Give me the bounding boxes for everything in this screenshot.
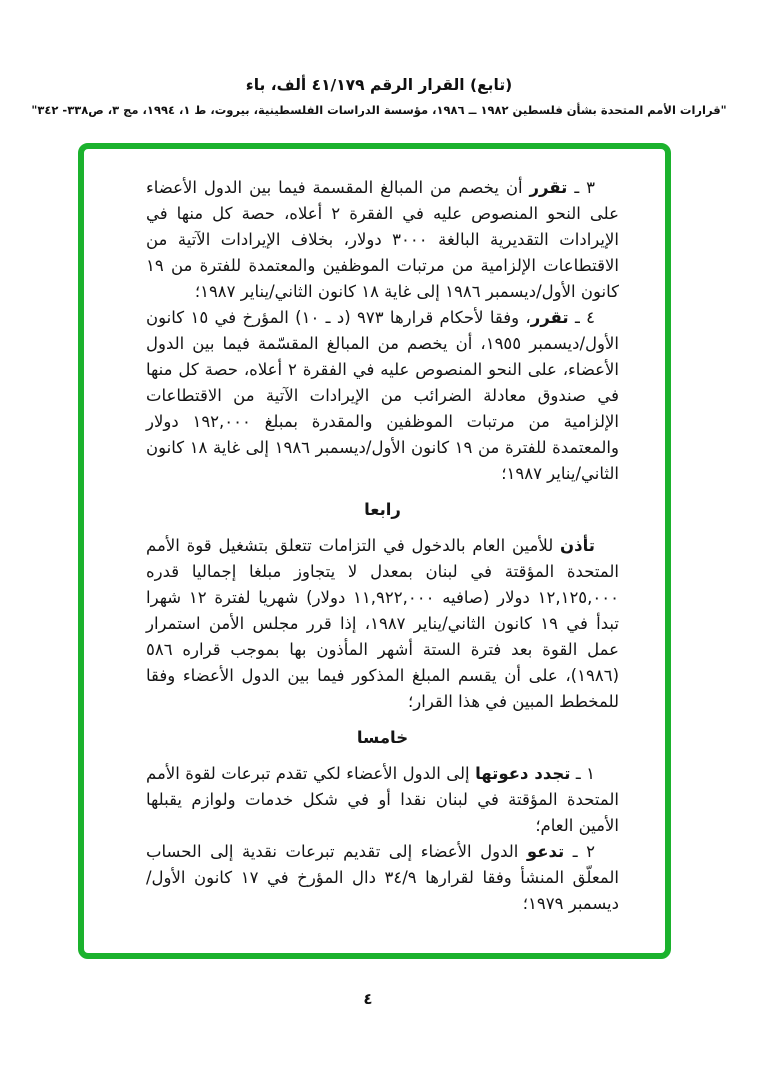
paragraph-text: ٤ ـ (568, 308, 596, 327)
paragraph-bold-text: تقرر (529, 178, 568, 197)
page-number: ٤ (363, 990, 373, 1008)
paragraph (146, 761, 619, 839)
paragraph-text: أن يخصم من المبالغ المقسمة فيما بين الدول الأعضاء على النحو المنصوص عليه في الفقرة ٢ أعلاه، حصة كل منها في الإيرادات التقديرية البالغة ٣٠٠٠ دولار، بخلاف الإيرادات الآتية من الاقتطاعات الإلزامية من مرتبات الموظفين والمعتمدة للفترة من ١٩ كانون الأول/ديسمبر ١٩٨٦ إلى غاية ١٨ كانون الثاني/يناير ١٩٨٧؛ (146, 178, 619, 301)
document-title: (تابع) القرار الرقم ٤١/١٧٩ ألف، باء (245, 76, 513, 94)
paragraph (146, 533, 619, 715)
paragraph (146, 305, 619, 487)
section-heading: خامسا (356, 728, 409, 747)
citation-line: "قرارات الأمم المتحدة بشأن فلسطين ١٩٨٢ ــ ١٩٨٦، مؤسسة الدراسات الفلسطينية، بيروت، ط ١، ١٩٩٤، مج ٣، ص٣٣٨- ٣٤٢" (31, 103, 727, 117)
document-body (84, 149, 665, 917)
section-heading: رابعا (364, 500, 401, 519)
paragraph-text: ٣ ـ (567, 178, 595, 197)
paragraph-bold-text: تدعو (526, 842, 565, 861)
paragraph-bold-text: تجدد دعوتها (475, 764, 571, 783)
paragraph (146, 839, 619, 917)
green-frame (78, 143, 671, 959)
paragraph-bold-text: تقرر (530, 308, 569, 327)
paragraph-text: الدول الأعضاء إلى تقديم تبرعات نقدية إلى الحساب المعلّق المنشأ وفقا لقرارها ٣٤/٩ دال المؤرخ في ١٧ كانون الأول/ديسمبر ١٩٧٩؛ (146, 842, 619, 913)
paragraph-text: ١ ـ (570, 764, 595, 783)
paragraph-text: للأمين العام بالدخول في التزامات تتعلق بتشغيل قوة الأمم المتحدة المؤقتة في لبنان بمعدل لا يتجاوز مبلغا إجماليا قدره ١٢,١٢٥,٠٠٠ دولار (صافيه ١١,٩٢٢,٠٠٠ دولار) شهريا لفترة ١٢ شهرا تبدأ في ١٩ كانون الثاني/يناير ١٩٨٧، إذا قرر مجلس الأمن استمرار عمل القوة بعد فترة الستة أشهر المأذون بها بموجب قراره ٥٨٦ (١٩٨٦)، على أن يقسم المبلغ المذكور فيما بين الدول الأعضاء وفقا للمخطط المبين في هذا القرار؛ (146, 536, 619, 711)
paragraph (146, 175, 619, 305)
paragraph-text: ، وفقا لأحكام قرارها ٩٧٣ (د ـ ١٠) المؤرخ في ١٥ كانون الأول/ديسمبر ١٩٥٥، أن يخصم من المبالغ المقسّمة فيما بين الدول الأعضاء، على النحو المنصوص عليه في الفقرة ٢ أعلاه، حصة كل منها في صندوق معادلة الضرائب من الإيرادات الآتية من الاقتطاعات الإلزامية من مرتبات الموظفين والمقدرة بمبلغ ١٩٢,٠٠٠ دولار والمعتمدة للفترة من ١٩ كانون الأول/ديسمبر ١٩٨٦ إلى غاية ١٨ كانون الثاني/يناير ١٩٨٧؛ (146, 308, 619, 483)
paragraph-text: ٢ ـ (564, 842, 596, 861)
paragraph-bold-text: تأذن (560, 536, 595, 555)
paragraph-text: إلى الدول الأعضاء لكي تقدم تبرعات لقوة الأمم المتحدة المؤقتة في لبنان نقدا أو في شكل خدمات ولوازم يقبلها الأمين العام؛ (146, 764, 619, 835)
